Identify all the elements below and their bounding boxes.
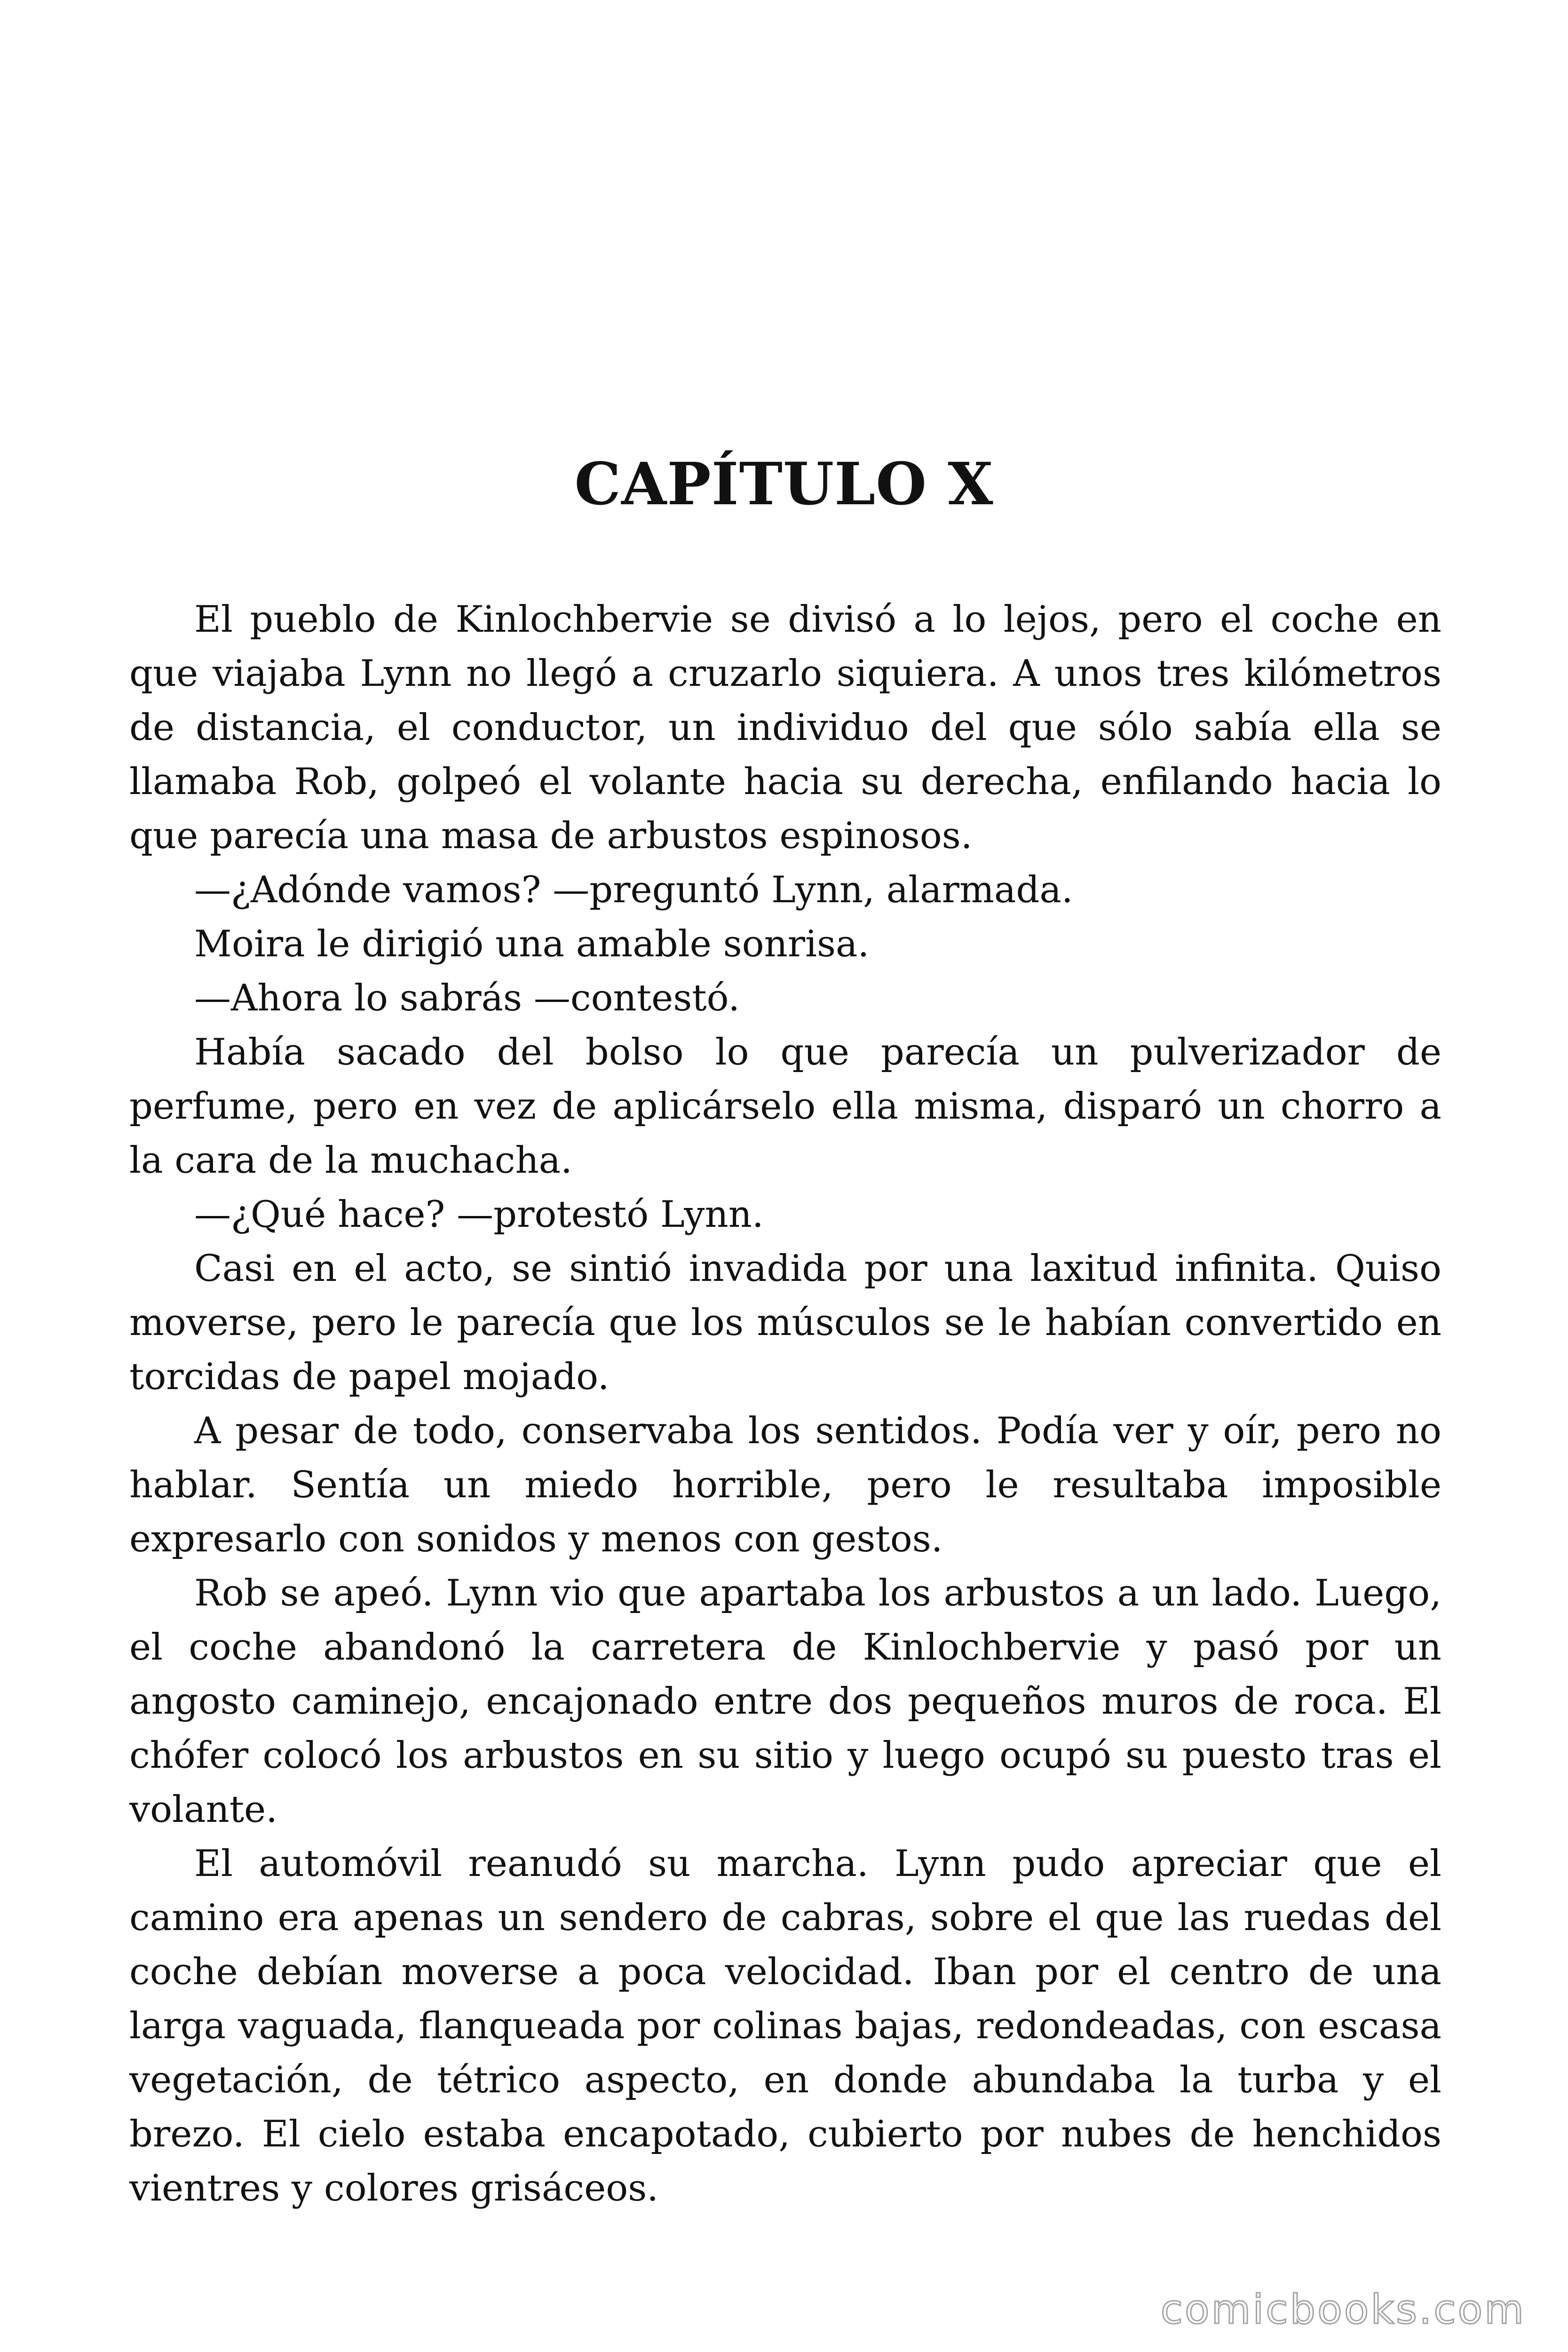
paragraph: El automóvil reanudó su marcha. Lynn pudo apreciar que el camino era apenas un sendero de cabras, sobre el que las ruedas del coche debían moverse a poca velocidad. Iban por el centro de una larga vaguada, flanqueada por colinas bajas, redondeadas, con escasa vegetación, de tétrico aspecto, en donde abundaba la turba y el brezo. El cielo estaba encapotado, cubierto por nubes de henchidos vientres y colores grisáceos.	[129, 1843, 1441, 2209]
paragraph: El pueblo de Kinlochbervie se divisó a lo lejos, pero el coche en que viajaba Lynn no llegó a cruzarlo siquiera. A unos tres kilómetros de distancia, el conductor, un individuo del que sólo sabía ella se llamaba Rob, golpeó el volante hacia su derecha, enfilando hacia lo que parecía una masa de arbustos espinosos.	[129, 598, 1441, 857]
paragraph: Había sacado del bolso lo que parecía un pulverizador de perfume, pero en vez de aplicárselo ella misma, disparó un chorro a la cara de la muchacha.	[129, 1031, 1441, 1182]
paragraph: —Ahora lo sabrás —contestó.	[194, 977, 740, 1019]
paragraph: Moira le dirigió una amable sonrisa.	[194, 923, 870, 965]
paragraph: —¿Qué hace? —protestó Lynn.	[194, 1193, 764, 1236]
paragraph: —¿Adónde vamos? —preguntó Lynn, alarmada.	[194, 869, 1073, 911]
watermark: comicbooks.com	[1160, 2286, 1526, 2333]
paragraph: Rob se apeó. Lynn vio que apartaba los arbustos a un lado. Luego, el coche abandonó la carretera de Kinlochbervie y pasó por un angosto caminejo, encajonado entre dos pequeños muros de roca. El chófer colocó los arbustos en su sitio y luego ocupó su puesto tras el volante.	[129, 1572, 1441, 1831]
paragraph: A pesar de todo, conservaba los sentidos. Podía ver y oír, pero no hablar. Sentía un miedo horrible, pero le resultaba imposible expresarlo con sonidos y menos con gestos.	[129, 1410, 1441, 1560]
chapter-body	[129, 593, 1441, 2216]
paragraph: Casi en el acto, se sintió invadida por una laxitud infinita. Quiso moverse, pero le parecía que los músculos se le habían convertido en torcidas de papel mojado.	[129, 1248, 1441, 1398]
chapter-title: CAPÍTULO X	[574, 450, 994, 518]
